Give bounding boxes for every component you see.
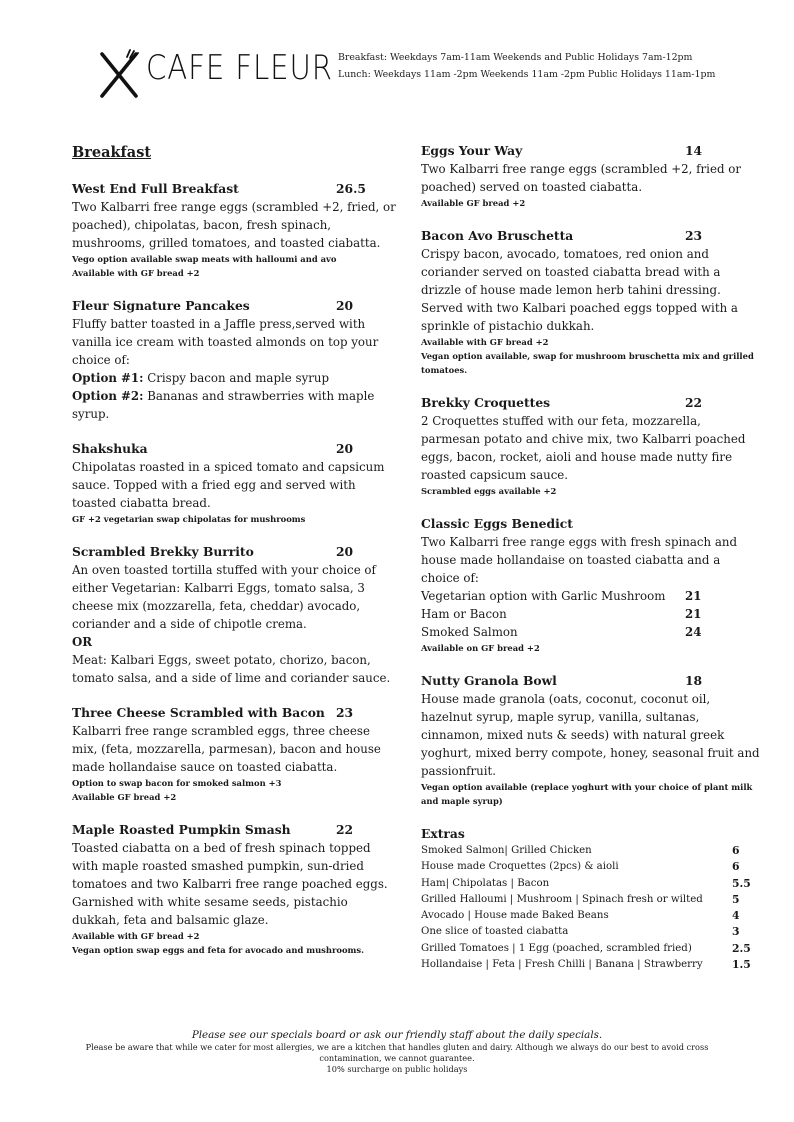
extra-price: 1.5: [732, 958, 751, 972]
breakfast-hours: Breakfast: Weekdays 7am-11am Weekends and Public Holidays 7am-12pm: [338, 52, 693, 63]
extras-title: Extras: [421, 826, 465, 841]
item-price: 26.5: [336, 181, 366, 196]
extra-label: Ham| Chipolatas | Bacon: [421, 877, 550, 889]
menu-item: [421, 672, 761, 808]
item-price: 23: [685, 228, 703, 243]
item-description: Crispy bacon, avocado, tomatoes, red onion and coriander served on toasted ciabatta bread with a drizzle of house made lemon herb tahini dressing. Served with two Kalbari poached eggs topped with a sprinkle of pistachio dukkah.: [421, 247, 738, 333]
item-note: Vegan option available, swap for mushroom bruschetta mix and grilled tomatoes.: [421, 351, 754, 375]
extra-price: 4: [732, 909, 740, 923]
extra-price: 5: [732, 892, 740, 906]
lunch-hours: Lunch: Weekdays 11am -2pm Weekends 11am -2pm Public Holidays 11am-1pm: [338, 69, 716, 80]
menu-item: [421, 394, 761, 498]
or-separator: OR: [72, 635, 93, 649]
benedict-option: [421, 587, 761, 605]
item-description: Two Kalbarri free range eggs (scrambled +2, fried or poached) served on toasted ciabatta.: [421, 162, 741, 194]
extra-price: 5.5: [732, 876, 751, 890]
extra-label: Grilled Halloumi | Mushroom | Spinach fresh or wilted: [421, 893, 703, 905]
brand-name: CAFE FLEUR: [146, 48, 333, 88]
menu-item: [72, 704, 398, 804]
surcharge-notice: 10% surcharge on public holidays: [326, 1064, 468, 1074]
item-note: Scrambled eggs available +2: [421, 486, 557, 496]
option-label: Option #1:: [72, 371, 144, 385]
extra-price: 3: [732, 925, 740, 939]
item-description: Two Kalbarri free range eggs with fresh spinach and house made hollandaise on toasted ciabatta and a choice of:: [421, 535, 738, 585]
option-label: Ham or Bacon: [421, 607, 507, 621]
item-note: GF +2 vegetarian swap chipolatas for mushrooms: [72, 514, 306, 524]
item-note: Available on GF bread +2: [421, 643, 540, 653]
item-name: Bacon Avo Bruschetta: [421, 228, 574, 243]
menu-left-column: [72, 142, 398, 974]
item-price: 14: [685, 143, 703, 158]
extra-item: [421, 908, 761, 924]
extras-list: [421, 843, 761, 973]
fork-and-knife-icon: [96, 48, 142, 100]
item-description: Toasted ciabatta on a bed of fresh spinach topped with maple roasted smashed pumpkin, sun-dried tomatoes and two Kalbarri free range poached eggs. Garnished with white sesame seeds, pistachio dukkah, feta and balsamic glaze.: [72, 841, 388, 927]
item-note: Vegan option swap eggs and feta for avocado and mushrooms.: [72, 945, 365, 955]
item-price: 22: [336, 822, 354, 837]
item-name: Fleur Signature Pancakes: [72, 298, 250, 313]
item-price: 18: [685, 673, 703, 688]
option-label: Option #2:: [72, 389, 144, 403]
item-description: 2 Croquettes stuffed with our feta, mozzarella, parmesan potato and chive mix, two Kalbarri poached eggs, bacon, rocket, aioli and house made nutty fire roasted capsicum sauce.: [421, 414, 746, 482]
extra-item: [421, 941, 761, 957]
extra-item: [421, 859, 761, 875]
extra-label: Grilled Tomatoes | 1 Egg (poached, scrambled fried): [421, 942, 692, 954]
extra-item: [421, 924, 761, 940]
item-name: West End Full Breakfast: [72, 181, 239, 196]
extra-price: 2.5: [732, 941, 751, 955]
item-note: Available GF bread +2: [421, 198, 526, 208]
extra-label: House made Croquettes (2pcs) & aioli: [421, 861, 619, 873]
item-description: Meat: Kalbari Eggs, sweet potato, chorizo, bacon, tomato salsa, and a side of lime and coriander sauce.: [72, 653, 391, 685]
item-note: Vego option available swap meats with halloumi and avo: [72, 254, 337, 264]
extra-label: Smoked Salmon| Grilled Chicken: [421, 845, 592, 856]
extra-item: [421, 843, 761, 859]
item-price: 20: [336, 441, 354, 456]
menu-item: [72, 821, 398, 957]
option-price: 21: [685, 607, 702, 621]
item-price: 20: [336, 544, 354, 559]
item-description: House made granola (oats, coconut, coconut oil, hazelnut syrup, maple syrup, vanilla, sultanas, cinnamon, mixed nuts & seeds) with natural greek yoghurt, mixed berry compote, honey, seasonal fruit and passionfruit.: [421, 692, 760, 778]
section-title: Breakfast: [72, 144, 152, 161]
menu-footer: [0, 1028, 794, 1075]
extra-price: 6: [732, 844, 740, 857]
item-name: Maple Roasted Pumpkin Smash: [72, 822, 291, 837]
benedict-option: [421, 623, 761, 641]
menu-item: [72, 543, 398, 687]
item-description: An oven toasted tortilla stuffed with your choice of either Vegetarian: Kalbarri Eggs, tomato salsa, 3 cheese mix (mozzarella, feta, cheddar) avocado, coriander and a side of chipotle crema.: [72, 563, 376, 631]
menu-item: [421, 515, 761, 655]
option-price: 21: [685, 589, 702, 603]
item-note: Option to swap bacon for smoked salmon +3: [72, 778, 282, 788]
option-label: Vegetarian option with Garlic Mushroom: [421, 589, 666, 603]
item-price: 23: [336, 705, 354, 720]
option-price: 24: [685, 625, 702, 639]
item-name: Classic Eggs Benedict: [421, 516, 573, 531]
item-description: Two Kalbarri free range eggs (scrambled +2, fried, or poached), chipolatas, bacon, fresh spinach, mushrooms, grilled tomatoes, and toasted ciabatta.: [72, 200, 396, 250]
extra-label: One slice of toasted ciabatta: [421, 926, 569, 938]
item-option: [72, 387, 398, 423]
item-price: 20: [336, 298, 354, 313]
extra-item: [421, 876, 761, 892]
item-option: [72, 369, 398, 387]
item-name: Three Cheese Scrambled with Bacon: [72, 705, 325, 720]
item-name: Scrambled Brekky Burrito: [72, 544, 254, 559]
item-description: Kalbarri free range scrambled eggs, three cheese mix, (feta, mozzarella, parmesan), bacon and house made hollandaise sauce on toasted ciabatta.: [72, 724, 381, 774]
menu-item: [421, 142, 761, 210]
menu-right-column: [421, 142, 761, 973]
item-name: Eggs Your Way: [421, 143, 523, 158]
menu-item: [72, 297, 398, 423]
menu-item: [72, 440, 398, 526]
item-description: Chipolatas roasted in a spiced tomato and capsicum sauce. Topped with a fried egg and served with toasted ciabatta bread.: [72, 460, 385, 510]
item-description: Fluffy batter toasted in a Jaffle press,served with vanilla ice cream with toasted almonds on top your choice of:: [72, 317, 379, 367]
item-price: 22: [685, 395, 703, 410]
extra-price: 6: [732, 860, 740, 874]
extra-label: Avocado | House made Baked Beans: [421, 910, 609, 922]
option-text: Bananas and strawberries with maple syrup.: [72, 389, 375, 421]
extra-label: Hollandaise | Feta | Fresh Chilli | Banana | Strawberry: [421, 959, 703, 971]
specials-notice: Please see our specials board or ask our friendly staff about the daily specials.: [191, 1029, 603, 1041]
benedict-option: [421, 605, 761, 623]
item-name: Nutty Granola Bowl: [421, 673, 557, 688]
item-name: Brekky Croquettes: [421, 395, 551, 410]
allergy-notice: Please be aware that while we cater for most allergies, we are a kitchen that handles gluten and dairy. Although we always do our best to avoid cross: [85, 1042, 709, 1052]
item-note: Vegan option available (replace yoghurt with your choice of plant milk and maple syrup): [421, 782, 753, 806]
menu-item: [421, 227, 761, 377]
option-label: Smoked Salmon: [421, 625, 518, 639]
item-note: Available with GF bread +2: [72, 931, 200, 941]
option-text: Crispy bacon and maple syrup: [143, 371, 330, 385]
item-note: Available with GF bread +2: [72, 268, 200, 278]
extra-item: [421, 957, 761, 973]
menu-item: [72, 180, 398, 280]
item-note: Available with GF bread +2: [421, 337, 549, 347]
allergy-notice-cont: contamination, we cannot guarantee.: [319, 1053, 475, 1063]
opening-hours: [338, 49, 715, 83]
item-name: Shakshuka: [72, 441, 148, 456]
extra-item: [421, 892, 761, 908]
menu-header: [96, 44, 776, 104]
item-note: Available GF bread +2: [72, 792, 177, 802]
